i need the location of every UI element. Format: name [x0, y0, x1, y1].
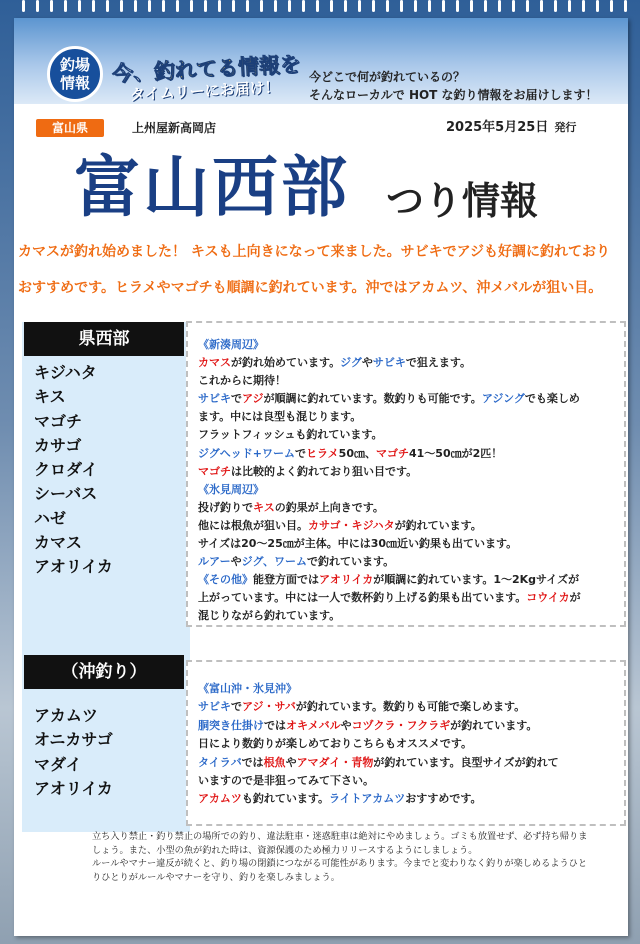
species-item: オニカサゴ [34, 730, 113, 750]
prefecture-tag: 富山県 [36, 119, 104, 137]
binding-ring [498, 0, 501, 12]
area-heading: 《氷見周辺》 [198, 482, 264, 496]
report-text: 能登方面では [253, 573, 319, 587]
report-text: が順調に釣れています。数釣りも可能です。 [263, 392, 482, 406]
report-line [198, 717, 559, 735]
binding-ring [36, 0, 39, 12]
west-fish-list [34, 361, 113, 580]
binding-ring [22, 0, 25, 12]
highlight-text: キス [253, 500, 275, 514]
report-text: も釣れています。 [241, 792, 330, 806]
highlight-text: 胴突き仕掛け [198, 718, 264, 732]
report-text: や [285, 755, 297, 769]
badge-label: 釣場 情報 [59, 56, 90, 92]
highlight-text: アジング [481, 392, 525, 406]
binding-ring [372, 0, 375, 12]
report-text: で [295, 446, 306, 460]
report-text: で [231, 392, 242, 406]
species-item: クロダイ [34, 460, 98, 480]
binding-ring [484, 0, 487, 12]
area-heading: 《その他》 [198, 573, 253, 587]
binding-ring [64, 0, 67, 12]
binding-ring [512, 0, 515, 12]
highlight-text: アジ [242, 392, 264, 406]
binding-ring [526, 0, 529, 12]
binding-ring [120, 0, 123, 12]
binding-ring [260, 0, 263, 12]
report-line [198, 698, 559, 716]
species-item: カマス [34, 533, 83, 553]
report-text: や [340, 718, 352, 732]
page-title: 富山西部 [74, 149, 350, 226]
binding-ring [232, 0, 235, 12]
report-line [198, 336, 581, 354]
report-line [198, 735, 559, 753]
species-item: キス [34, 387, 66, 407]
binding-ring [358, 0, 361, 12]
binding-ring [428, 0, 431, 12]
fishing-info-badge [47, 46, 103, 102]
binding-ring [274, 0, 277, 12]
binding-ring [456, 0, 459, 12]
binding-ring [134, 0, 137, 12]
report-line [198, 589, 581, 607]
binding-ring [582, 0, 585, 12]
binding-ring [288, 0, 291, 12]
report-line [198, 445, 581, 463]
report-text: や [361, 356, 373, 370]
report-line [198, 517, 581, 535]
highlight-text: マゴチ [375, 446, 409, 460]
binding-ring [596, 0, 599, 12]
highlight-text: サビキ [372, 356, 406, 370]
report-box-offshore [186, 660, 626, 826]
highlight-text: アマダイ・青物 [296, 755, 374, 769]
notice-line: りひとりがルールやマナーを守り、釣りを楽しみましょう。 [92, 871, 340, 883]
report-text: が順調に釣れています。1～2Kgサイズが [373, 573, 580, 587]
report-text: が釣れています。良型サイズが釣れて [373, 755, 559, 769]
intro-summary [18, 234, 622, 306]
binding-ring [568, 0, 571, 12]
store-name: 上州屋新高岡店 [132, 121, 217, 135]
species-item: マダイ [34, 754, 82, 774]
report-line [198, 535, 581, 553]
species-item: カサゴ [34, 435, 82, 455]
report-text: で狙えます。 [405, 356, 472, 370]
binding-ring [386, 0, 389, 12]
report-text: では [241, 755, 264, 769]
binding-ring [442, 0, 445, 12]
binding-ring [50, 0, 53, 12]
report-line [198, 499, 581, 517]
report-line [198, 772, 559, 790]
species-item: ハゼ [34, 508, 67, 528]
highlight-text: ジグ、ワーム [241, 555, 308, 569]
binding-ring [162, 0, 165, 12]
highlight-text: アカムツ [198, 792, 242, 806]
report-line [198, 680, 559, 698]
area-heading: 《新湊周辺》 [198, 338, 264, 351]
offshore-fish-list [34, 704, 113, 801]
page-subtitle: つり情報 [386, 179, 539, 223]
species-item: アカムツ [34, 706, 98, 725]
highlight-text: ライトアカムツ [329, 792, 406, 806]
highlight-text: カサゴ・キジハタ [308, 518, 395, 532]
report-line [198, 607, 581, 625]
report-text: が [569, 591, 581, 605]
report-text: フラットフィッシュも釣れています。 [198, 428, 383, 442]
notice-line: しょう。また、小型の魚が釣れた時は、資源保護のため極力リリースするようにしましょう。 [92, 844, 478, 856]
tagline-em1: 釣れてる [153, 55, 239, 84]
report-text: が釣れています。数釣りも可能で楽しめます。 [295, 700, 526, 714]
binding-ring [92, 0, 95, 12]
notice-line: ルールやマナー違反が続くと、釣り場の閉鎖につながる可能性があります。今までと変わりなく釣りが楽しめるようひと [92, 858, 588, 869]
report-text: 50㎝、 [338, 446, 376, 460]
report-text: や [230, 555, 242, 569]
binding-ring [246, 0, 249, 12]
flyer-sheet [14, 18, 628, 936]
species-item: アオリイカ [34, 557, 113, 577]
report-text: これからに期待！ [198, 374, 286, 388]
area-heading: 《富山沖・氷見沖》 [198, 682, 297, 695]
binding-ring [78, 0, 81, 12]
lead-text [309, 68, 598, 104]
highlight-text: サビキ [198, 392, 231, 406]
report-text: 他には根魚が狙い目。 [198, 518, 308, 532]
binding-ring [218, 0, 221, 12]
highlight-text: マゴチ [198, 464, 231, 478]
species-item: シーバス [34, 484, 98, 504]
highlight-text: アジ・サバ [242, 700, 296, 714]
binding-ring [176, 0, 179, 12]
report-text: は比較的よく釣れており狙い目です。 [231, 464, 418, 478]
highlight-text: ジグヘッド+ワーム [198, 446, 295, 460]
report-text: で [231, 700, 242, 714]
report-line [198, 571, 581, 589]
report-west-text [198, 336, 581, 626]
report-line [198, 354, 581, 372]
report-text: ます。中には良型も混じります。 [198, 410, 362, 424]
report-text: で釣れています。 [307, 555, 395, 569]
issue-date [446, 119, 576, 137]
report-line [198, 553, 581, 571]
highlight-text: カマス [198, 356, 231, 370]
highlight-text: ヒラメ [306, 446, 339, 460]
species-item: マゴチ [34, 411, 83, 431]
report-line [198, 754, 559, 772]
issued-label: 発行 [554, 121, 577, 134]
binding-ring [302, 0, 305, 12]
report-box-west [186, 321, 626, 627]
report-line [198, 390, 581, 408]
binding-ring [470, 0, 473, 12]
binding-ring [316, 0, 319, 12]
binding-ring [610, 0, 613, 12]
intro-line: カマスが釣れ始めました！ キスも上向きになって来ました。サビキでアジも好調に釣れており [18, 244, 611, 260]
highlight-text: オキメバル [286, 718, 341, 732]
highlight-text: コヅクラ・フクラギ [351, 718, 451, 732]
binding-ring [554, 0, 557, 12]
binding-ring [148, 0, 151, 12]
report-line [198, 463, 581, 481]
rules-notice [92, 830, 622, 884]
report-text: が釣れています。 [450, 718, 538, 732]
binding-ring [204, 0, 207, 12]
species-item: アオリイカ [34, 778, 113, 798]
notice-line: 立ち入り禁止・釣り禁止の場所での釣り、違法駐車・迷惑駐車は絶対にやめましょう。ゴミも放置せず、必ず持ち帰りま [92, 831, 588, 842]
report-offshore-text [198, 680, 559, 809]
highlight-text: アオリイカ [319, 573, 374, 587]
report-text: では [264, 718, 286, 732]
binding-ring [190, 0, 193, 12]
report-text: おすすめです。 [405, 792, 482, 806]
report-line [198, 372, 581, 390]
report-text: 混じりながら釣れています。 [198, 609, 341, 623]
binding-ring [106, 0, 109, 12]
lead-line-2: そんなローカルで HOT な釣り情報をお届けします！ [309, 88, 598, 102]
report-line [198, 426, 581, 444]
binding-ring [400, 0, 403, 12]
binding-ring [414, 0, 417, 12]
date-value: 2025年5月25日 [446, 120, 549, 135]
report-line [198, 481, 581, 499]
tagline-suffix: を [279, 52, 302, 78]
highlight-text: ルアー [198, 555, 231, 569]
report-text: でも楽しめ [524, 392, 580, 406]
report-text: いますので是非狙ってみて下さい。 [198, 774, 374, 788]
report-text: 上がっています。中には一人で数杯釣り上げる釣果も出ています。 [198, 591, 527, 605]
intro-line: おすすめです。ヒラメやマゴチも順調に釣れています。沖ではアカムツ、沖メバルが狙い目。 [18, 280, 603, 296]
species-item: キジハタ [34, 363, 97, 382]
highlight-text: 根魚 [263, 755, 286, 769]
header-banner [14, 18, 628, 104]
binding-ring [330, 0, 333, 12]
tagline-em2: 情報 [237, 53, 281, 80]
report-line [198, 790, 559, 808]
highlight-text: コウイカ [526, 591, 570, 605]
report-text: が釣れ始めています。 [231, 356, 341, 370]
tagline-second: タイムリーにお届け！ [129, 78, 280, 104]
report-text: の釣果が上向きです。 [274, 500, 384, 514]
binding-ring [540, 0, 543, 12]
lead-line-1: 今どこで何が釣れているの？ [309, 70, 466, 84]
binding-ring [344, 0, 347, 12]
tagline-prefix: 今、 [111, 59, 155, 86]
report-text: 投げ釣りで [198, 500, 253, 514]
report-line [198, 408, 581, 426]
report-text: 41～50㎝が2匹！ [408, 446, 503, 460]
section-heading-offshore: （沖釣り） [24, 655, 184, 689]
binding-ring [624, 0, 627, 12]
section-heading-west: 県西部 [24, 322, 184, 356]
report-text: 日により数釣りが楽しめておりこちらもオススメです。 [198, 737, 473, 751]
spiral-binding [0, 0, 640, 14]
highlight-text: タイラバ [198, 755, 242, 769]
highlight-text: サビキ [198, 700, 231, 714]
report-text: サイズは20～25㎝が主体。中には30㎝近い釣果も出ています。 [198, 537, 518, 551]
report-text: が釣れています。 [394, 518, 482, 532]
highlight-text: ジグ [340, 356, 362, 370]
